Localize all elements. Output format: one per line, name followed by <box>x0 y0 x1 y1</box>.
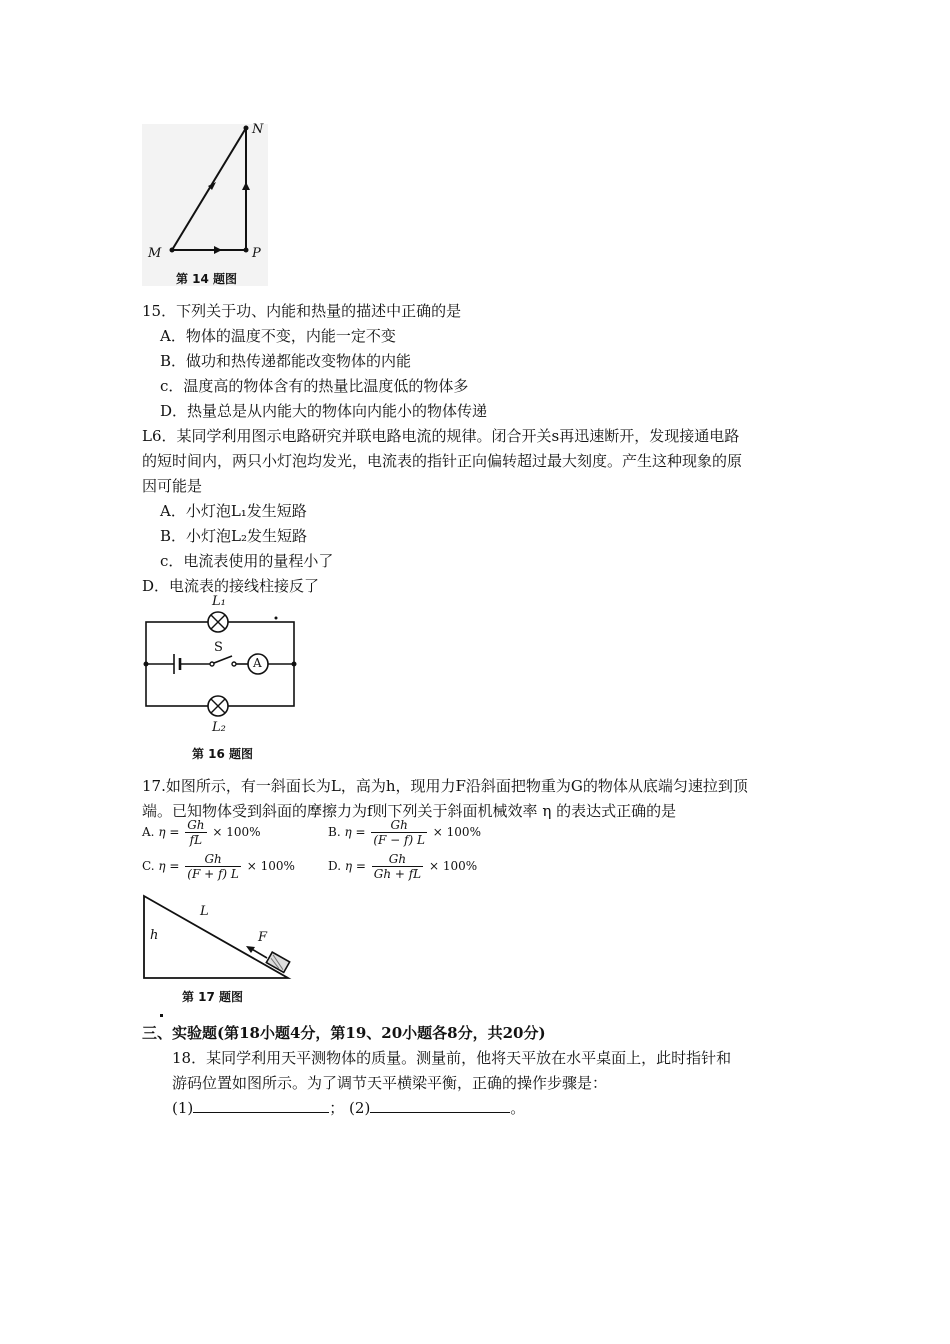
q15-option-a: A．物体的温度不变，内能一定不变 <box>160 327 396 345</box>
q15-stem: 15．下列关于功、内能和热量的描述中正确的是 <box>142 302 462 320</box>
answer-blank-2[interactable] <box>370 1098 510 1113</box>
q17-option-a: A. η = $\frac{Gh}{fL}$ × 100% <box>142 818 261 847</box>
q16-stem-line3: 因可能是 <box>142 477 203 495</box>
label-a: A <box>253 656 262 670</box>
q16-option-a: A．小灯泡L₁发生短路 <box>160 502 307 520</box>
arrow-pn-icon <box>242 182 250 190</box>
q16-option-b: B．小灯泡L₂发生短路 <box>160 527 307 545</box>
label-l2: L₂ <box>212 720 226 735</box>
blank-1-label: (1) <box>172 1099 194 1117</box>
figure-17 <box>140 892 300 1016</box>
q17-stem-line1: 17.如图所示，有一斜面长为L，高为h，现用力F沿斜面把物重为G的物体从底端匀速拉到顶 <box>142 777 748 795</box>
figure-14 <box>142 124 268 286</box>
q16-stem-line1: L6．某同学利用图示电路研究并联电路电流的规律。闭合开关s再迅速断开，发现接通电路 <box>142 427 740 445</box>
circuit-diagram <box>140 596 310 762</box>
q18-blanks: (1) ； (2) 。 <box>172 1099 526 1117</box>
speck-mark <box>160 1014 163 1017</box>
q17-stem-line2: 端。已知物体受到斜面的摩擦力为f则下列关于斜面机械效率 η 的表达式正确的是 <box>142 802 677 820</box>
figure-17-caption: 第 17 题图 <box>182 990 244 1004</box>
q16-option-d: D．电流表的接线柱接反了 <box>142 577 320 595</box>
label-m: M <box>148 246 162 261</box>
label-l: L <box>200 904 209 919</box>
q16-stem-line2: 的短时间内，两只小灯泡均发光，电流表的指针正向偏转超过最大刻度。产生这种现象的原 <box>142 452 743 470</box>
q18-stem-line2: 游码位置如图所示。为了调节天平横梁平衡，正确的操作步骤是： <box>172 1074 608 1092</box>
answer-blank-1[interactable] <box>193 1098 329 1113</box>
blank-2-label: (2) <box>349 1099 371 1117</box>
figure-14-caption: 第 14 题图 <box>176 272 238 286</box>
q15-option-c: c．温度高的物体含有的热量比温度低的物体多 <box>160 377 469 395</box>
q15-option-b: B．做功和热传递都能改变物体的内能 <box>160 352 412 370</box>
figure-14-diagram <box>142 124 268 286</box>
q15-option-d: D．热量总是从内能大的物体向内能小的物体传递 <box>160 402 488 420</box>
q17-option-b: B. η = $\frac{Gh}{(F - f) L}$ × 100% <box>328 818 481 847</box>
figure-16 <box>140 596 310 762</box>
switch-icon <box>214 656 232 663</box>
section-3-heading: 三、实验题(第18小题4分，第19、20小题各8分，共20分) <box>142 1024 546 1042</box>
figure-16-caption: 第 16 题图 <box>192 747 254 761</box>
q16-option-c: c．电流表使用的量程小了 <box>160 552 334 570</box>
label-n: N <box>252 122 264 137</box>
q17-option-c: C. η = $\frac{Gh}{(F + f) L}$ × 100% <box>142 852 295 881</box>
label-s: S <box>214 640 223 655</box>
q17-option-d: D. η = $\frac{Gh}{Gh + fL}$ × 100% <box>328 852 478 881</box>
label-f: F <box>258 930 268 945</box>
label-l1: L₁ <box>212 594 226 609</box>
label-p: P <box>252 246 261 261</box>
label-h: h <box>150 928 159 943</box>
q18-stem-line1: 18．某同学利用天平测物体的质量。测量前，他将天平放在水平桌面上，此时指针和 <box>172 1049 732 1067</box>
arrow-mp-icon <box>214 246 222 254</box>
